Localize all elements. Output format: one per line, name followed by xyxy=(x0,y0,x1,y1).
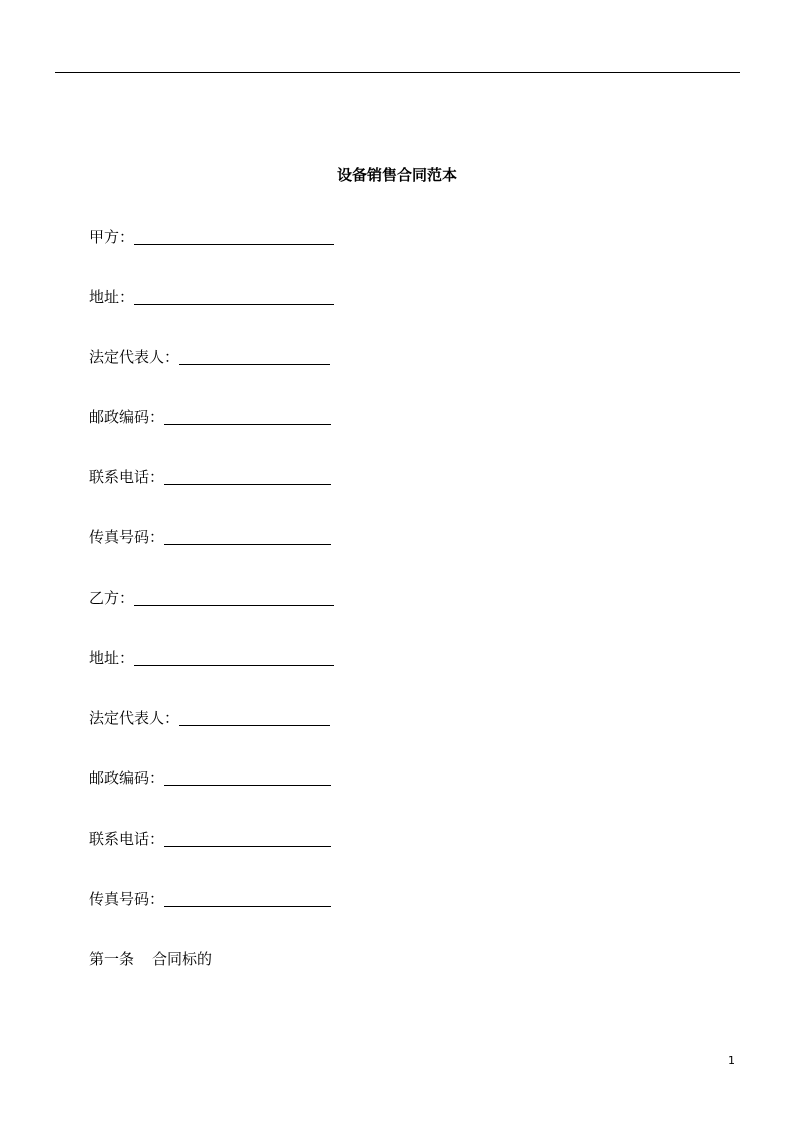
party-a-legal-rep-field xyxy=(89,344,330,368)
party-b-fax-blank[interactable] xyxy=(164,888,331,907)
party-a-legal-rep-label: 法定代表人： xyxy=(89,348,180,366)
page-number: 1 xyxy=(728,1054,735,1067)
header-rule xyxy=(55,72,740,73)
party-b-name-label: 乙方： xyxy=(89,589,135,607)
party-a-postcode-field xyxy=(89,404,331,428)
party-a-name-field xyxy=(89,224,334,248)
party-a-phone-field xyxy=(89,464,331,488)
party-a-fax-field xyxy=(89,524,331,548)
party-a-fax-label: 传真号码： xyxy=(89,528,165,546)
party-a-legal-rep-blank[interactable] xyxy=(179,346,330,365)
party-b-address-label: 地址： xyxy=(89,649,135,667)
party-b-name-blank[interactable] xyxy=(134,587,334,606)
party-a-address-blank[interactable] xyxy=(134,286,334,305)
party-b-phone-blank[interactable] xyxy=(164,828,331,847)
party-a-name-label: 甲方： xyxy=(89,228,135,246)
party-b-address-blank[interactable] xyxy=(134,647,334,666)
party-a-postcode-blank[interactable] xyxy=(164,406,331,425)
party-b-fax-label: 传真号码： xyxy=(89,890,165,908)
party-a-phone-label: 联系电话： xyxy=(89,468,165,486)
party-b-phone-field xyxy=(89,826,331,850)
party-a-name-blank[interactable] xyxy=(134,226,334,245)
party-a-postcode-label: 邮政编码： xyxy=(89,408,165,426)
party-b-address-field xyxy=(89,645,334,669)
party-b-postcode-label: 邮政编码： xyxy=(89,769,165,787)
party-a-address-label: 地址： xyxy=(89,288,135,306)
party-b-legal-rep-blank[interactable] xyxy=(179,707,330,726)
party-a-phone-blank[interactable] xyxy=(164,466,331,485)
party-a-address-field xyxy=(89,284,334,308)
party-b-legal-rep-label: 法定代表人： xyxy=(89,709,180,727)
party-b-postcode-blank[interactable] xyxy=(164,767,331,786)
party-b-fax-field xyxy=(89,886,331,910)
party-b-phone-label: 联系电话： xyxy=(89,830,165,848)
article-1-title: 合同标的 xyxy=(152,950,213,968)
document-title: 设备销售合同范本 xyxy=(336,166,457,184)
article-1-number: 第一条 xyxy=(89,950,135,968)
party-b-name-field xyxy=(89,585,334,609)
party-b-legal-rep-field xyxy=(89,705,330,729)
party-b-postcode-field xyxy=(89,765,331,789)
article-1-heading xyxy=(89,948,212,970)
party-a-fax-blank[interactable] xyxy=(164,526,331,545)
